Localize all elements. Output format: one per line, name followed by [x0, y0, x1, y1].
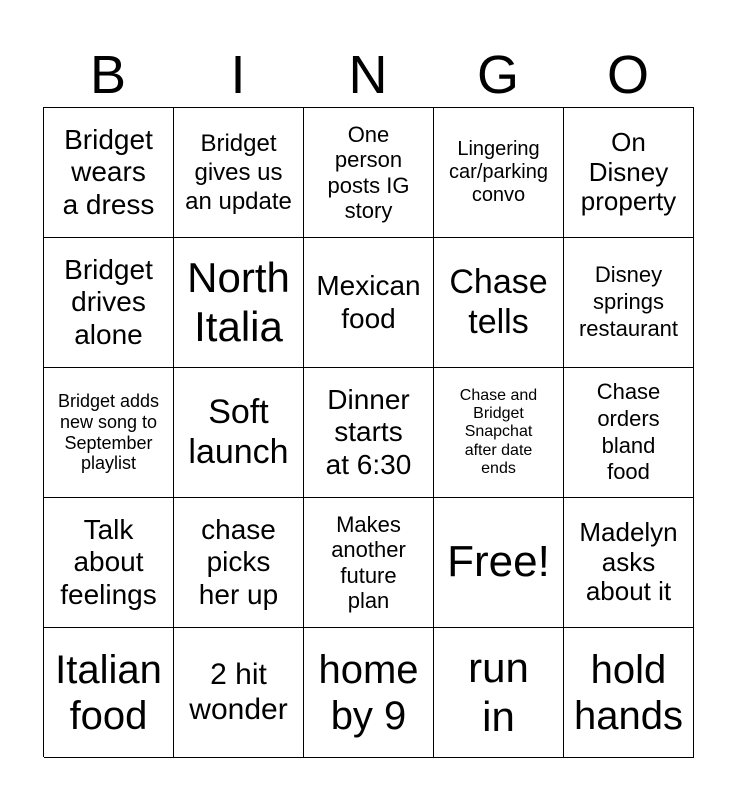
- bingo-cell[interactable]: [564, 628, 694, 758]
- bingo-grid: [43, 107, 694, 757]
- cell-text: Italian food: [55, 647, 162, 738]
- cell-text: Chase orders bland food: [596, 378, 661, 485]
- cell-text: Lingering car/parking convo: [449, 138, 548, 206]
- cell-text: chase picks her up: [198, 514, 279, 610]
- bingo-cell[interactable]: [434, 628, 564, 758]
- bingo-cell[interactable]: [304, 498, 434, 628]
- cell-text: run in: [468, 644, 529, 740]
- cell-text: Bridget drives alone: [64, 254, 153, 350]
- bingo-cell[interactable]: [564, 368, 694, 498]
- bingo-cell[interactable]: [564, 108, 694, 238]
- cell-text: On Disney property: [580, 126, 677, 217]
- bingo-cell[interactable]: [564, 238, 694, 368]
- bingo-cell[interactable]: [304, 368, 434, 498]
- header-letter-n: N: [348, 45, 388, 105]
- cell-text: One person posts IG story: [327, 121, 410, 223]
- bingo-cell[interactable]: [434, 238, 564, 368]
- bingo-cell[interactable]: [44, 108, 174, 238]
- cell-text: North Italia: [187, 254, 290, 350]
- cell-text: Bridget gives us an update: [185, 129, 292, 216]
- bingo-cell[interactable]: [44, 628, 174, 758]
- bingo-cell[interactable]: [434, 368, 564, 498]
- header-letter-i: I: [230, 45, 246, 105]
- header-letter-o: O: [606, 45, 649, 105]
- bingo-cell[interactable]: [434, 108, 564, 238]
- header-letter-b: B: [89, 45, 127, 105]
- cell-text: Makes another future plan: [331, 511, 406, 613]
- cell-text: Chase and Bridget Snapchat after date ends: [459, 386, 538, 478]
- bingo-cell[interactable]: [304, 628, 434, 758]
- bingo-cell[interactable]: [174, 108, 304, 238]
- bingo-cell[interactable]: [174, 238, 304, 368]
- bingo-cell[interactable]: [44, 368, 174, 498]
- cell-text: 2 hit wonder: [189, 658, 288, 726]
- bingo-header: [43, 42, 693, 108]
- bingo-cell[interactable]: [564, 498, 694, 628]
- bingo-cell[interactable]: [174, 368, 304, 498]
- cell-text: Chase tells: [449, 263, 548, 341]
- bingo-cell[interactable]: [304, 108, 434, 238]
- cell-text: Bridget adds new song to September playlist: [57, 391, 160, 474]
- bingo-cell[interactable]: [174, 628, 304, 758]
- cell-text: Dinner starts at 6:30: [325, 384, 412, 480]
- header-letter-g: G: [476, 45, 519, 105]
- cell-text: Talk about feelings: [60, 514, 157, 610]
- bingo-cell[interactable]: [174, 498, 304, 628]
- free-space[interactable]: [434, 498, 564, 628]
- cell-text: Disney springs restaurant: [578, 262, 679, 341]
- cell-text: Mexican food: [316, 270, 421, 334]
- bingo-cell[interactable]: [304, 238, 434, 368]
- bingo-cell[interactable]: [44, 238, 174, 368]
- cell-text: home by 9: [318, 647, 419, 738]
- cell-text: Bridget wears a dress: [62, 124, 155, 220]
- bingo-cell[interactable]: [44, 498, 174, 628]
- cell-text: Soft launch: [188, 393, 289, 471]
- cell-text: Madelyn asks about it: [579, 516, 678, 607]
- cell-text: Free!: [447, 537, 550, 587]
- cell-text: hold hands: [574, 647, 683, 738]
